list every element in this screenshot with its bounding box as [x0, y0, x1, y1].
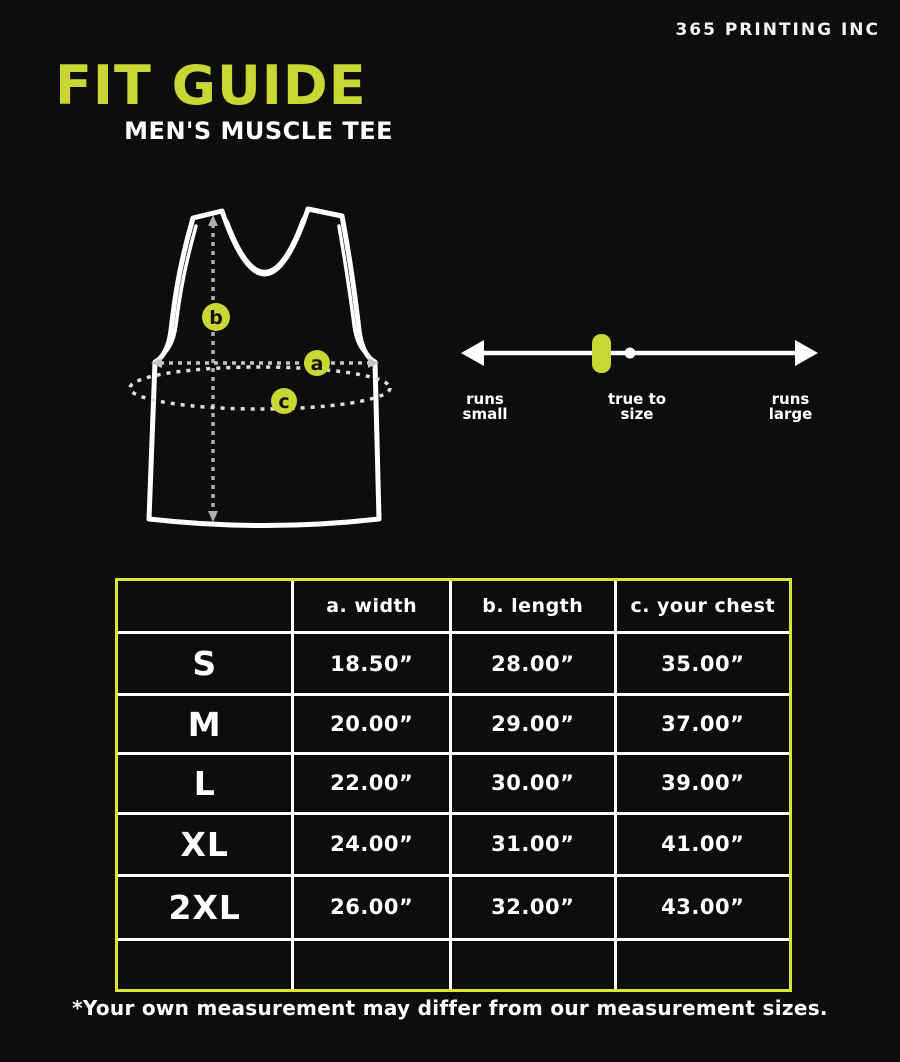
size-cell: M: [118, 696, 294, 755]
width-cell: 24.00”: [294, 815, 452, 877]
table-header-length: b. length: [452, 581, 617, 634]
empty-cell: [617, 941, 789, 989]
chest-ellipse: [130, 367, 390, 409]
page-subtitle: MEN'S MUSCLE TEE: [124, 117, 393, 146]
width-cell: 22.00”: [294, 755, 452, 814]
scale-label-line: large: [768, 405, 813, 423]
length-cell: 31.00”: [452, 815, 617, 877]
title-block: [55, 56, 393, 145]
scale-label-line: runs: [771, 390, 810, 408]
chest-cell: 35.00”: [617, 634, 789, 696]
muscle-tee-diagram: [125, 195, 395, 540]
tee-outline-icon: [149, 209, 379, 526]
size-table: [115, 578, 792, 992]
empty-cell: [118, 941, 294, 989]
width-marker-badge: [304, 350, 330, 376]
scale-label-runs-small: [443, 392, 527, 422]
chest-cell: 41.00”: [617, 815, 789, 877]
page-title: FIT GUIDE: [55, 54, 367, 117]
scale-label-line: small: [462, 405, 508, 423]
width-cell: 26.00”: [294, 877, 452, 941]
length-cell: 28.00”: [452, 634, 617, 696]
width-marker-label: a: [310, 353, 324, 375]
empty-cell: [452, 941, 617, 989]
size-cell: S: [118, 634, 294, 696]
size-cell: XL: [118, 815, 294, 877]
chest-marker-badge: [271, 388, 297, 414]
chest-cell: 39.00”: [617, 755, 789, 814]
length-cell: 29.00”: [452, 696, 617, 755]
length-cell: 30.00”: [452, 755, 617, 814]
fit-scale-dot: [625, 348, 636, 359]
table-header-size: [118, 581, 294, 634]
table-header-width: a. width: [294, 581, 452, 634]
width-cell: 18.50”: [294, 634, 452, 696]
footnote: *Your own measurement may differ from our measurement sizes.: [72, 996, 828, 1020]
fit-scale-marker: [592, 334, 611, 373]
table-header-chest: c. your chest: [617, 581, 789, 634]
chest-marker-label: c: [278, 391, 290, 413]
scale-label-true-to-size: [592, 392, 682, 422]
scale-label-line: runs: [466, 390, 504, 408]
scale-label-runs-large: [748, 392, 833, 422]
width-cell: 20.00”: [294, 696, 452, 755]
scale-label-line: size: [620, 405, 654, 423]
width-arrow: [151, 358, 379, 368]
chest-cell: 37.00”: [617, 696, 789, 755]
size-cell: L: [118, 755, 294, 814]
brand-name: 365 PRINTING INC: [675, 20, 880, 40]
scale-label-line: true to: [607, 390, 667, 408]
chest-cell: 43.00”: [617, 877, 789, 941]
empty-cell: [294, 941, 452, 989]
length-cell: 32.00”: [452, 877, 617, 941]
size-cell: 2XL: [118, 877, 294, 941]
fit-scale-arrow-icon: [461, 340, 818, 366]
length-marker-badge: [202, 303, 230, 331]
length-marker-label: b: [209, 307, 223, 329]
